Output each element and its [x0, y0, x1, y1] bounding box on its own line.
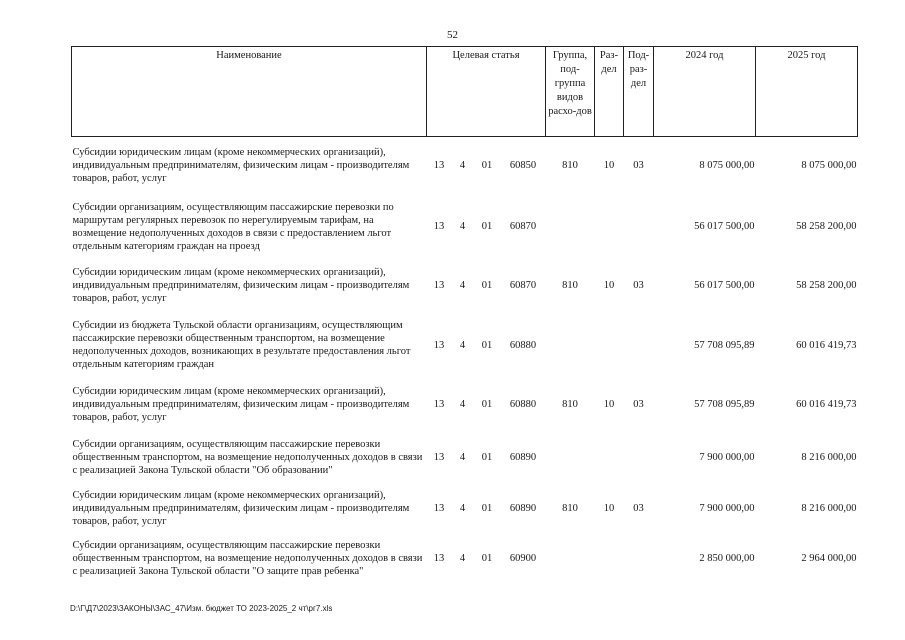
cell-c4: 60870: [509, 280, 537, 291]
cell-section: [595, 194, 624, 260]
table-row: [72, 431, 858, 485]
cell-subsection: 03: [633, 159, 644, 171]
cell-subsection: 03: [633, 399, 644, 410]
cell-c4: 60890: [509, 452, 537, 463]
cell-group: 810: [562, 280, 578, 291]
cell-c1: 13: [433, 221, 445, 232]
cell-c3: 01: [481, 159, 493, 171]
cell-y2025: 8 216 000,00: [801, 452, 857, 463]
cell-y2025: 58 258 200,00: [796, 280, 857, 291]
table-row: [72, 312, 858, 379]
cell-group: [546, 533, 595, 585]
cell-name: Субсидии организациям, осуществляющим пассажирские перевозки общественным транспортом, на возмещение недополученных доходов в связи с реализацией Закона Тульской области "Об образовании": [72, 439, 423, 476]
header-target-article: Целевая статья: [427, 47, 546, 137]
cell-c3: 01: [481, 452, 493, 463]
cell-c3: 01: [481, 339, 493, 351]
page-number: 52: [447, 29, 458, 41]
cell-name: Субсидии юридическим лицам (кроме некоммерческих организаций), индивидуальным предпринимателям, физическим лицам - производителям товаров, работ, услуг: [72, 146, 410, 184]
cell-name: Субсидии организациям, осуществляющим пассажирские перевозки по маршрутам регулярных перевозок по нерегулируемым тарифам, на возмещение недополученных доходов в связи с предоставлением льгот отдельным категориям граждан на проезд: [72, 201, 394, 252]
cell-c1: 13: [433, 452, 445, 463]
cell-section: 10: [603, 280, 615, 291]
header-section: Раз-дел: [595, 47, 624, 137]
cell-y2024: 7 900 000,00: [699, 503, 755, 514]
cell-y2025: 60 016 419,73: [796, 339, 857, 351]
cell-c3: 01: [481, 503, 493, 514]
cell-c2: 4: [459, 399, 466, 410]
cell-group: 810: [562, 159, 578, 171]
cell-group: 810: [562, 503, 578, 514]
table-row: [72, 485, 858, 533]
cell-y2025: 8 075 000,00: [801, 159, 857, 171]
cell-y2024: 2 850 000,00: [699, 553, 755, 564]
cell-group: [546, 431, 595, 485]
cell-c4: 60900: [509, 553, 537, 564]
cell-c3: 01: [481, 399, 493, 410]
table-row: [72, 379, 858, 431]
cell-group: [546, 312, 595, 379]
cell-c4: 60870: [509, 221, 537, 232]
cell-y2025: 60 016 419,73: [796, 399, 857, 410]
cell-c1: 13: [433, 339, 445, 351]
cell-subsection: [624, 312, 654, 379]
cell-y2024: 56 017 500,00: [694, 221, 755, 232]
cell-section: 10: [603, 159, 615, 171]
budget-table: [71, 46, 858, 585]
cell-c3: 01: [481, 221, 493, 232]
table-row: [72, 260, 858, 312]
cell-y2024: 8 075 000,00: [699, 159, 755, 171]
cell-subsection: 03: [633, 280, 644, 291]
cell-c2: 4: [459, 221, 466, 232]
cell-c1: 13: [433, 553, 445, 564]
cell-y2024: 57 708 095,89: [694, 339, 755, 351]
header-year-2025: 2025 год: [756, 47, 858, 137]
cell-c2: 4: [459, 339, 466, 351]
cell-y2024: 57 708 095,89: [694, 399, 755, 410]
cell-name: Субсидии юридическим лицам (кроме некоммерческих организаций), индивидуальным предпринимателям, физическим лицам - производителям товаров, работ, услуг: [72, 386, 410, 423]
cell-y2024: 7 900 000,00: [699, 452, 755, 463]
cell-c1: 13: [433, 159, 445, 171]
cell-c4: 60850: [509, 159, 537, 171]
cell-c2: 4: [459, 553, 466, 564]
cell-c2: 4: [459, 503, 466, 514]
cell-y2025: 8 216 000,00: [801, 503, 857, 514]
cell-y2025: 58 258 200,00: [796, 221, 857, 232]
cell-y2024: 56 017 500,00: [694, 280, 755, 291]
cell-subsection: 03: [633, 503, 644, 514]
file-path-footer: D:\Г\Д7\2023\ЗАКОНЫ\ЗАС_47\Изм. бюджет ТО 2023-2025_2 чт\рг7.xls: [70, 604, 333, 613]
cell-group: 810: [562, 399, 578, 410]
cell-section: [595, 431, 624, 485]
table-row: [72, 533, 858, 585]
cell-name: Субсидии юридическим лицам (кроме некоммерческих организаций), индивидуальным предпринимателям, физическим лицам - производителям товаров, работ, услуг: [72, 490, 410, 527]
cell-subsection: [624, 194, 654, 260]
cell-c1: 13: [433, 280, 445, 291]
cell-name: Субсидии организациям, осуществляющим пассажирские перевозки общественным транспортом, на возмещение недополученных доходов в связи с реализацией Закона Тульской области "О защите прав ребенка": [72, 540, 423, 577]
cell-section: 10: [603, 399, 615, 410]
cell-c4: 60890: [509, 503, 537, 514]
cell-y2025: 2 964 000,00: [801, 553, 857, 564]
header-subsection: Под-раз-дел: [624, 47, 654, 137]
header-year-2024: 2024 год: [654, 47, 756, 137]
header-group: Группа, под-группа видов расхо-дов: [546, 47, 595, 137]
table-row: [72, 194, 858, 260]
header-name: Наименование: [72, 47, 427, 137]
cell-section: [595, 312, 624, 379]
cell-c3: 01: [481, 280, 493, 291]
cell-c2: 4: [459, 280, 466, 291]
cell-name: Субсидии юридическим лицам (кроме некоммерческих организаций), индивидуальным предпринимателям, физическим лицам - производителям товаров, работ, услуг: [72, 267, 410, 304]
cell-c2: 4: [459, 159, 466, 171]
table-header: [72, 47, 858, 137]
cell-name: Субсидии из бюджета Тульской области организациям, осуществляющим пассажирские перевозки общественным транспортом, на возмещение недополученных доходов, возникающих в результате предоставления льгот отдельным категориям граждан: [72, 320, 411, 370]
cell-section: [595, 533, 624, 585]
cell-group: [546, 194, 595, 260]
cell-subsection: [624, 431, 654, 485]
cell-subsection: [624, 533, 654, 585]
cell-section: 10: [603, 503, 615, 514]
cell-c4: 60880: [509, 399, 537, 410]
cell-c4: 60880: [509, 339, 537, 351]
cell-c1: 13: [433, 503, 445, 514]
table-row: [72, 137, 858, 194]
cell-c3: 01: [481, 553, 493, 564]
cell-c1: 13: [433, 399, 445, 410]
cell-c2: 4: [459, 452, 466, 463]
